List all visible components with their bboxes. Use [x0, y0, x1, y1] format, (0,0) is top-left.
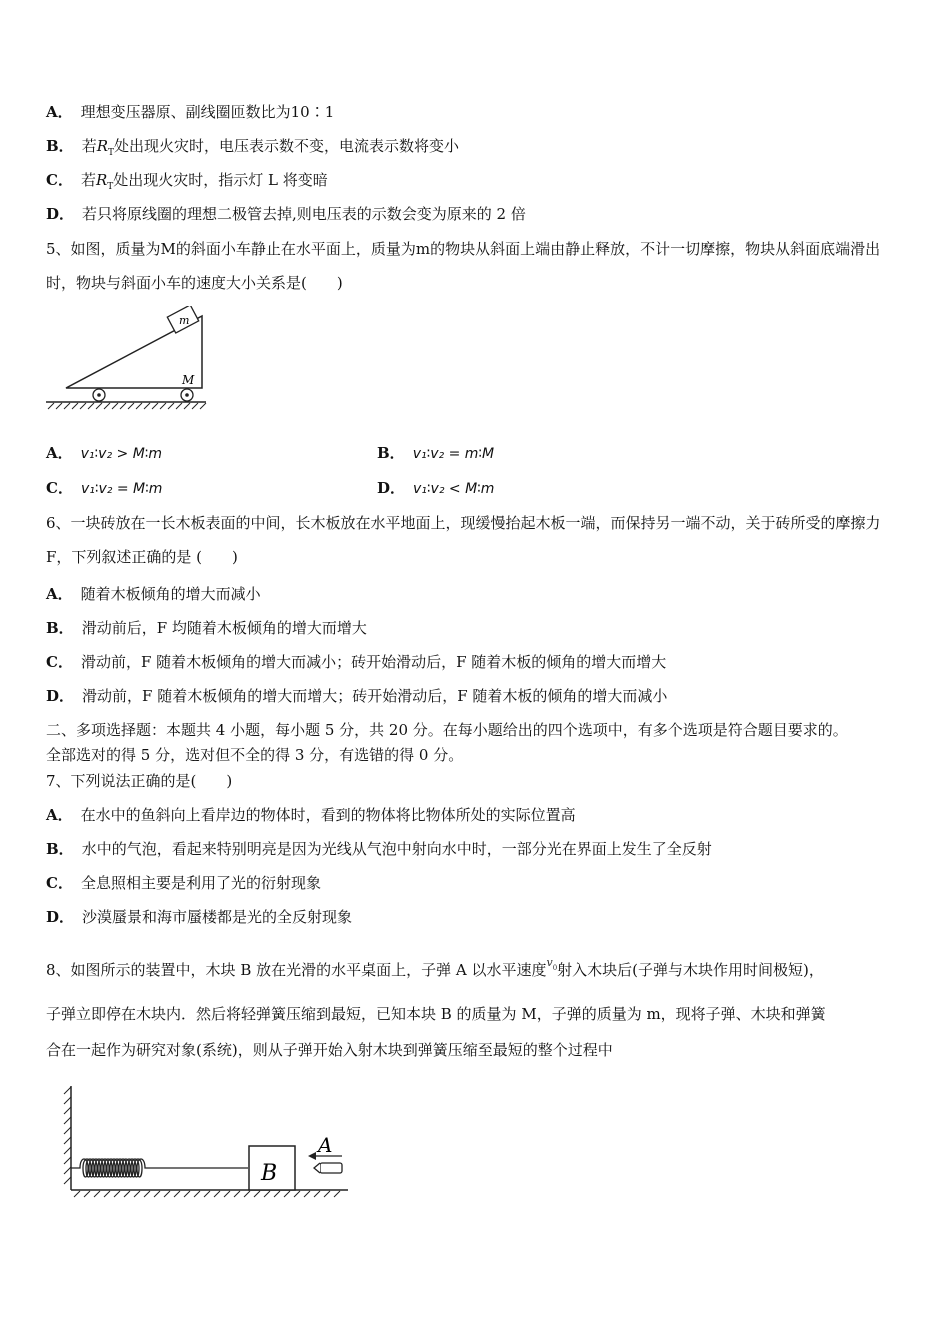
option-text: 沙漠蜃景和海市蜃楼都是光的全反射现象 [82, 908, 353, 926]
q4-option-a [46, 102, 334, 122]
q7-option-a [46, 805, 576, 825]
option-text-post: 处出现火灾时，指示灯 L 将变暗 [113, 171, 328, 189]
arrow-head [308, 1152, 316, 1160]
q7-option-d [46, 907, 352, 927]
q4-option-d [46, 204, 526, 224]
q8-line3: 合在一起作为研究对象(系统)，则从子弹开始入射木块到弹簧压缩至最短的整个过程中 [46, 1041, 613, 1059]
option-text: v₁∶v₂ > M∶m [80, 446, 163, 462]
option-label: B． [46, 137, 74, 155]
option-text-pre: 若 [80, 171, 96, 189]
bullet-A [320, 1163, 342, 1173]
bullet-label-A: A [318, 1133, 333, 1157]
option-label: B． [46, 840, 74, 858]
q6-option-b [46, 618, 367, 638]
q5-option-d [377, 478, 494, 499]
option-text: v₁∶v₂ < M∶m [413, 481, 495, 497]
option-text-post: 处出现火灾时，电压表示数不变，电流表示数将变小 [114, 137, 460, 155]
section2-line1: 二、多项选择题：本题共 4 小题，每小题 5 分，共 20 分。在每小题给出的四个选项中，有多个选项是符合题目要求的。 [46, 721, 848, 739]
q4-option-b [46, 136, 459, 163]
resistor-subscript: T [108, 148, 115, 158]
option-label: D． [46, 205, 75, 223]
resistor-symbol: R [96, 137, 108, 155]
spring [71, 1159, 248, 1177]
option-label: C． [46, 874, 73, 892]
option-text: 理想变压器原、副线圈匝数比为10∶1 [80, 103, 335, 121]
option-label: A． [46, 103, 73, 121]
v0-symbol: v [546, 956, 553, 969]
resistor-symbol: R [95, 171, 108, 189]
option-text: 水中的气泡，看起来特别明亮是因为光线从气泡中射向水中时，一部分光在界面上发生了全反射 [81, 840, 712, 858]
option-label: D． [377, 479, 406, 497]
q6-stem: 6、一块砖放在一长木板表面的中间，长木板放在水平地面上，现缓慢抬起木板一端，而保持另一端不动，关于砖所受的摩擦力 F，下列叙述正确的是 ( ) [46, 514, 881, 566]
v0-subscript: 0 [552, 964, 558, 972]
option-label: B． [46, 619, 74, 637]
cart-label-M: M [182, 373, 195, 387]
resistor-subscript: T [107, 182, 114, 192]
option-text: 在水中的鱼斜向上看岸边的物体时，看到的物体将比物体所处的实际位置高 [80, 806, 576, 824]
q8-line2: 子弹立即停在木块内．然后将轻弹簧压缩到最短，已知本块 B 的质量为 M，子弹的质量为 m，现将子弹、木块和弹簧 [46, 1005, 826, 1023]
q8-line1-pre: 8、如图所示的装置中，木块 B 放在光滑的水平桌面上，子弹 A 以水平速度 [46, 961, 547, 979]
option-text: v₁∶v₂ = m∶M [412, 446, 495, 462]
option-label: B． [377, 444, 405, 462]
option-label: A． [46, 806, 73, 824]
q6-option-d [46, 686, 667, 706]
spring-block-figure [62, 1084, 352, 1200]
q5-option-a [46, 443, 162, 464]
q4-option-c [46, 170, 328, 197]
option-text: v₁∶v₂ = M∶m [80, 481, 163, 497]
q6-option-a [46, 584, 261, 604]
option-text-pre: 若 [81, 137, 97, 155]
block-label-B: B [261, 1161, 278, 1186]
option-text: 滑动前后，F 均随着木板倾角的增大而增大 [81, 619, 367, 637]
block-label-m: m [179, 314, 190, 327]
option-label: A． [46, 585, 73, 603]
ground-hatch [48, 403, 206, 409]
q5-stem: 5、如图，质量为M的斜面小车静止在水平面上，质量为m的物块从斜面上端由静止释放，不计一切摩擦，物块从斜面底端滑出时，物块与斜面小车的速度大小关系是( ) [46, 240, 881, 292]
option-label: C． [46, 171, 73, 189]
q7-option-c [46, 873, 321, 893]
option-label: A． [46, 444, 73, 462]
incline-cart-figure [44, 306, 210, 410]
q5-option-b [377, 443, 494, 464]
option-label: C． [46, 479, 73, 497]
q8-line1 [46, 953, 824, 980]
q6-option-c [46, 652, 666, 672]
q7-stem: 7、下列说法正确的是( ) [46, 772, 233, 790]
section2-line2: 全部选对的得 5 分，选对但不全的得 3 分，有选错的得 0 分。 [46, 746, 464, 764]
option-label: D． [46, 687, 75, 705]
q7-option-b [46, 839, 712, 859]
option-text: 全息照相主要是利用了光的衍射现象 [80, 874, 321, 892]
option-text: 滑动前，F 随着木板倾角的增大而减小；砖开始滑动后，F 随着木板的倾角的增大而增大 [80, 653, 667, 671]
option-text: 随着木板倾角的增大而减小 [80, 585, 261, 603]
option-text: 滑动前，F 随着木板倾角的增大而增大；砖开始滑动后，F 随着木板的倾角的增大而减小 [82, 687, 668, 705]
option-label: C． [46, 653, 73, 671]
option-text: 若只将原线圈的理想二极管去掉,则电压表的示数会变为原来的 2 倍 [82, 205, 526, 223]
q5-option-c [46, 478, 162, 499]
q8-line1-post: 射入木块后(子弹与木块作用时间极短)， [557, 961, 824, 979]
wall-hatch [64, 1087, 71, 1184]
option-label: D． [46, 908, 75, 926]
floor-hatch [74, 1191, 340, 1197]
